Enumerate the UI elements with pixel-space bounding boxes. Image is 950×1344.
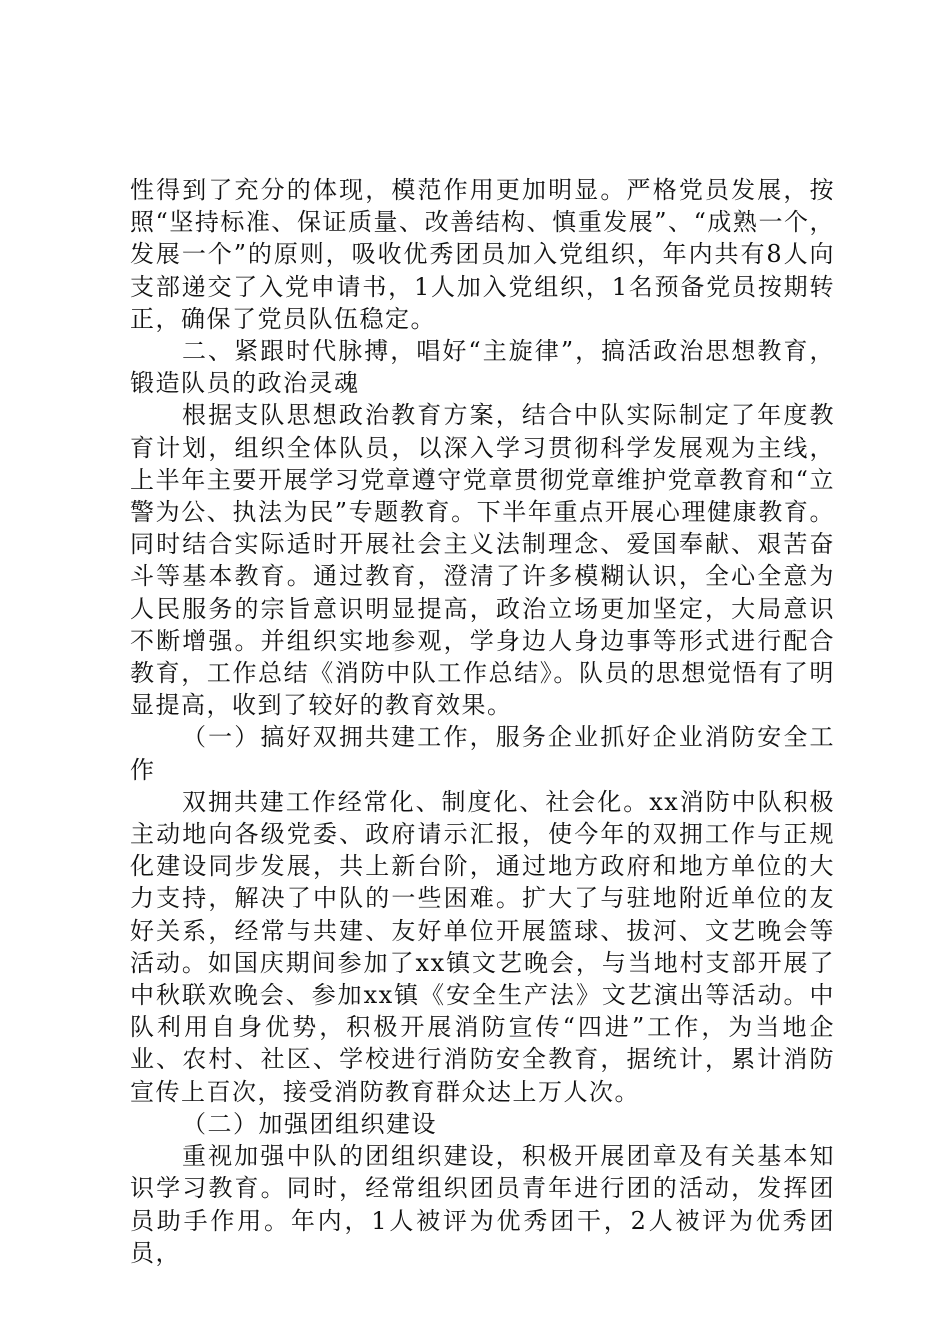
- subheading-dual-support: （一）搞好双拥共建工作，服务企业抓好企业消防安全工作: [130, 723, 835, 784]
- paragraph-education-plan: 根据支队思想政治教育方案，结合中队实际制定了年度教育计划，组织全体队员，以深入学习贯彻科学发展观为主线，上半年主要开展学习党章遵守党章贯彻党章维护党章教育和“立警为公、执法为民”专题教育。下半年重点开展心理健康教育。同时结合实际适时开展社会主义法制理念、爱国奉献、艰苦奋斗等基本教育。通过教育，澄清了许多模糊认识，全心全意为人民服务的宗旨意识明显提高，政治立场更加坚定，大局意识不断增强。并组织实地参观，学身边人身边事等形式进行配合教育，工作总结《消防中队工作总结》。队员的思想觉悟有了明显提高，收到了较好的教育效果。: [130, 401, 835, 720]
- paragraph-league-building: 重视加强中队的团组织建设，积极开展团章及有关基本知识学习教育。同时，经常组织团员青年进行团的活动，发挥团员助手作用。年内，1人被评为优秀团干，2人被评为优秀团员，: [130, 1142, 835, 1267]
- subheading-league-building: （二）加强团组织建设: [182, 1109, 437, 1138]
- paragraph-party-development: 性得到了充分的体现，模范作用更加明显。严格党员发展，按照“坚持标准、保证质量、改善结构、慎重发展”、“成熟一个，发展一个”的原则，吸收优秀团员加入党组织，年内共有8人向支部递交了入党申请书，1人加入党组织，1名预备党员按期转正，确保了党员队伍稳定。: [130, 176, 835, 333]
- paragraph-dual-support: 双拥共建工作经常化、制度化、社会化。xx消防中队积极主动地向各级党委、政府请示汇报，使今年的双拥工作与正规化建设同步发展，共上新台阶，通过地方政府和地方单位的大力支持，解决了中队的一些困难。扩大了与驻地附近单位的友好关系，经常与共建、友好单位开展篮球、拔河、文艺晚会等活动。如国庆期间参加了xx镇文艺晚会，与当地村支部开展了中秋联欢晚会、参加xx镇《安全生产法》文艺演出等活动。中队利用自身优势，积极开展消防宣传“四进”工作，为当地企业、农村、社区、学校进行消防安全教育，据统计，累计消防宣传上百次，接受消防教育群众达上万人次。: [130, 787, 835, 1106]
- section-heading-political-education: 二、紧跟时代脉搏，唱好“主旋律”，搞活政治思想教育，锻造队员的政治灵魂: [130, 337, 835, 398]
- document-body: [130, 174, 835, 1269]
